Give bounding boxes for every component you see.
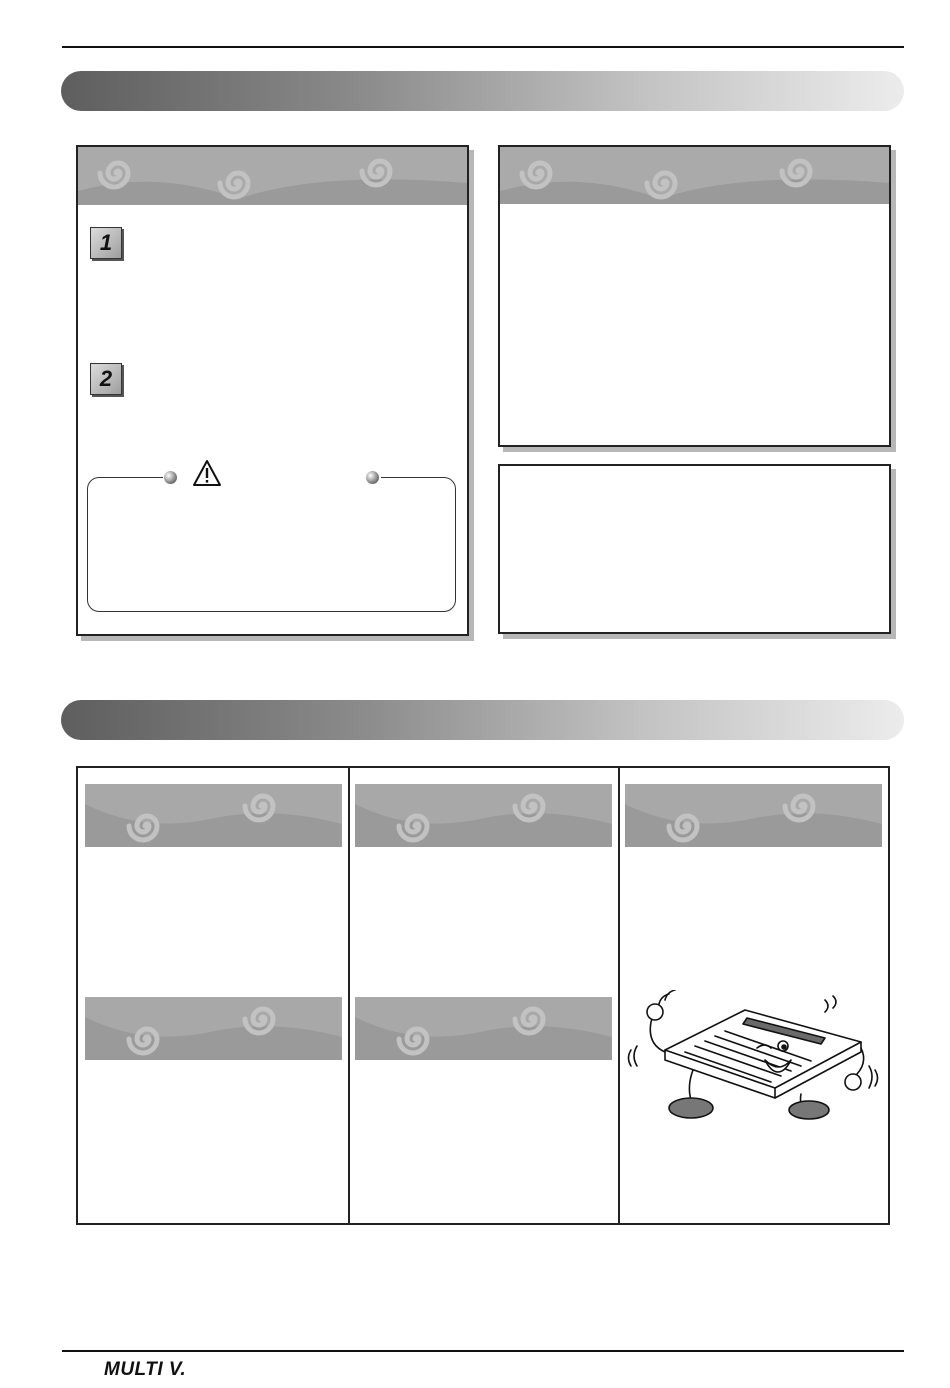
swirl-header-graphic bbox=[78, 147, 467, 205]
tip-header-4 bbox=[85, 997, 342, 1060]
step-1-badge: 1 bbox=[90, 227, 122, 259]
multi-v-logo: MULTI V. bbox=[104, 1359, 187, 1380]
tip-header-1 bbox=[85, 784, 342, 847]
swirl-header-graphic bbox=[625, 784, 882, 847]
swirl-header-graphic bbox=[85, 784, 342, 847]
swirl-header-graphic bbox=[85, 997, 342, 1060]
left-panel bbox=[76, 145, 469, 636]
right-panel-top bbox=[498, 145, 891, 447]
tip-header-2 bbox=[355, 784, 612, 847]
cassette-unit-mascot-illustration bbox=[625, 990, 881, 1120]
section-header-bar-2 bbox=[61, 700, 904, 740]
right-panel-header bbox=[500, 147, 889, 204]
right-panel-bottom bbox=[498, 464, 891, 634]
swirl-header-graphic bbox=[500, 147, 889, 204]
caution-right-dot bbox=[366, 471, 379, 484]
bottom-rule bbox=[62, 1350, 904, 1352]
top-rule bbox=[62, 46, 904, 48]
swirl-header-graphic bbox=[355, 997, 612, 1060]
caution-left-dot bbox=[164, 471, 177, 484]
step-2-badge: 2 bbox=[90, 363, 122, 395]
left-panel-header bbox=[78, 147, 467, 205]
swirl-header-graphic bbox=[355, 784, 612, 847]
grid-divider-1 bbox=[348, 768, 350, 1223]
section-header-bar-1 bbox=[61, 71, 904, 111]
warning-triangle-icon bbox=[192, 459, 222, 487]
tip-header-3 bbox=[625, 784, 882, 847]
tips-grid bbox=[76, 766, 890, 1225]
tip-header-5 bbox=[355, 997, 612, 1060]
caution-box bbox=[87, 477, 456, 612]
grid-divider-2 bbox=[618, 768, 620, 1223]
